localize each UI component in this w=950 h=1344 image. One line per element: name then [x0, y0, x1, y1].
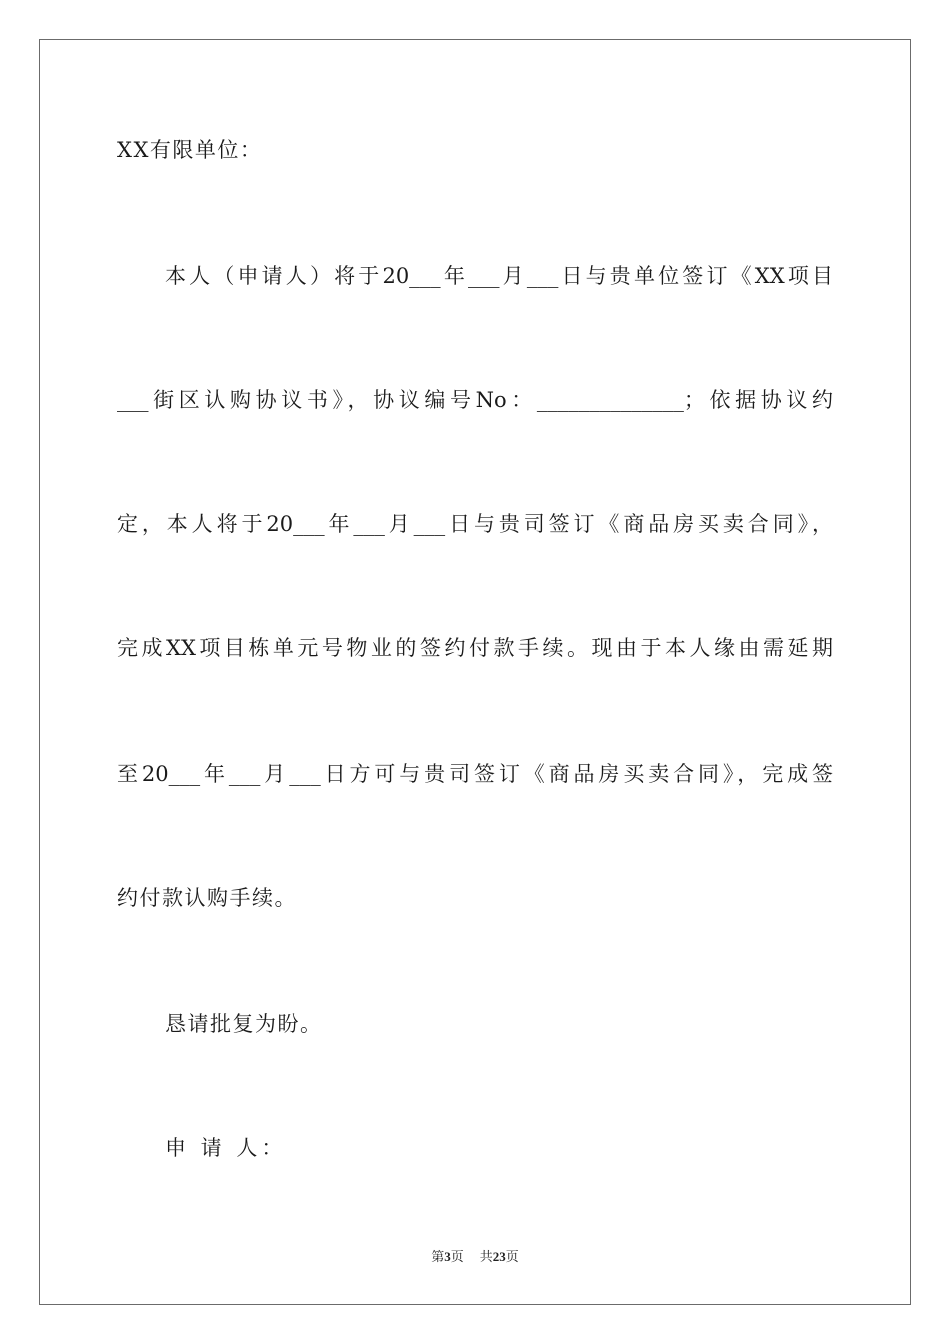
page-footer: [0, 1248, 950, 1266]
paragraph-line-4: 完成XX项目栋单元号物业的签约付款手续。现由于本人缘由需延期: [117, 636, 833, 660]
page-total: 23: [492, 1249, 506, 1264]
paragraph-line-2: ___街区认购协议书》，协议编号No：______________；依据协议约: [117, 388, 833, 412]
total-suffix: 页: [505, 1249, 519, 1264]
total-prefix: 共: [479, 1249, 493, 1264]
page-prefix: 第: [431, 1249, 445, 1264]
paragraph-line-6: 约付款认购手续。: [117, 886, 297, 910]
applicant-label: 申 请 人：: [165, 1136, 287, 1160]
paragraph-line-1: 本人（申请人）将于20___年___月___日与贵单位签订《XX项目: [165, 264, 833, 288]
page-current: 3: [444, 1249, 451, 1264]
paragraph-line-5: 至20___年___月___日方可与贵司签订《商品房买卖合同》，完成签: [117, 762, 833, 786]
page-suffix: 页: [450, 1249, 464, 1264]
closing-line: 恳请批复为盼。: [165, 1012, 323, 1036]
salutation: XX有限单位：: [117, 138, 263, 162]
paragraph-line-3: 定，本人将于20___年___月___日与贵司签订《商品房买卖合同》，: [117, 512, 833, 536]
page-border: [39, 39, 911, 1305]
